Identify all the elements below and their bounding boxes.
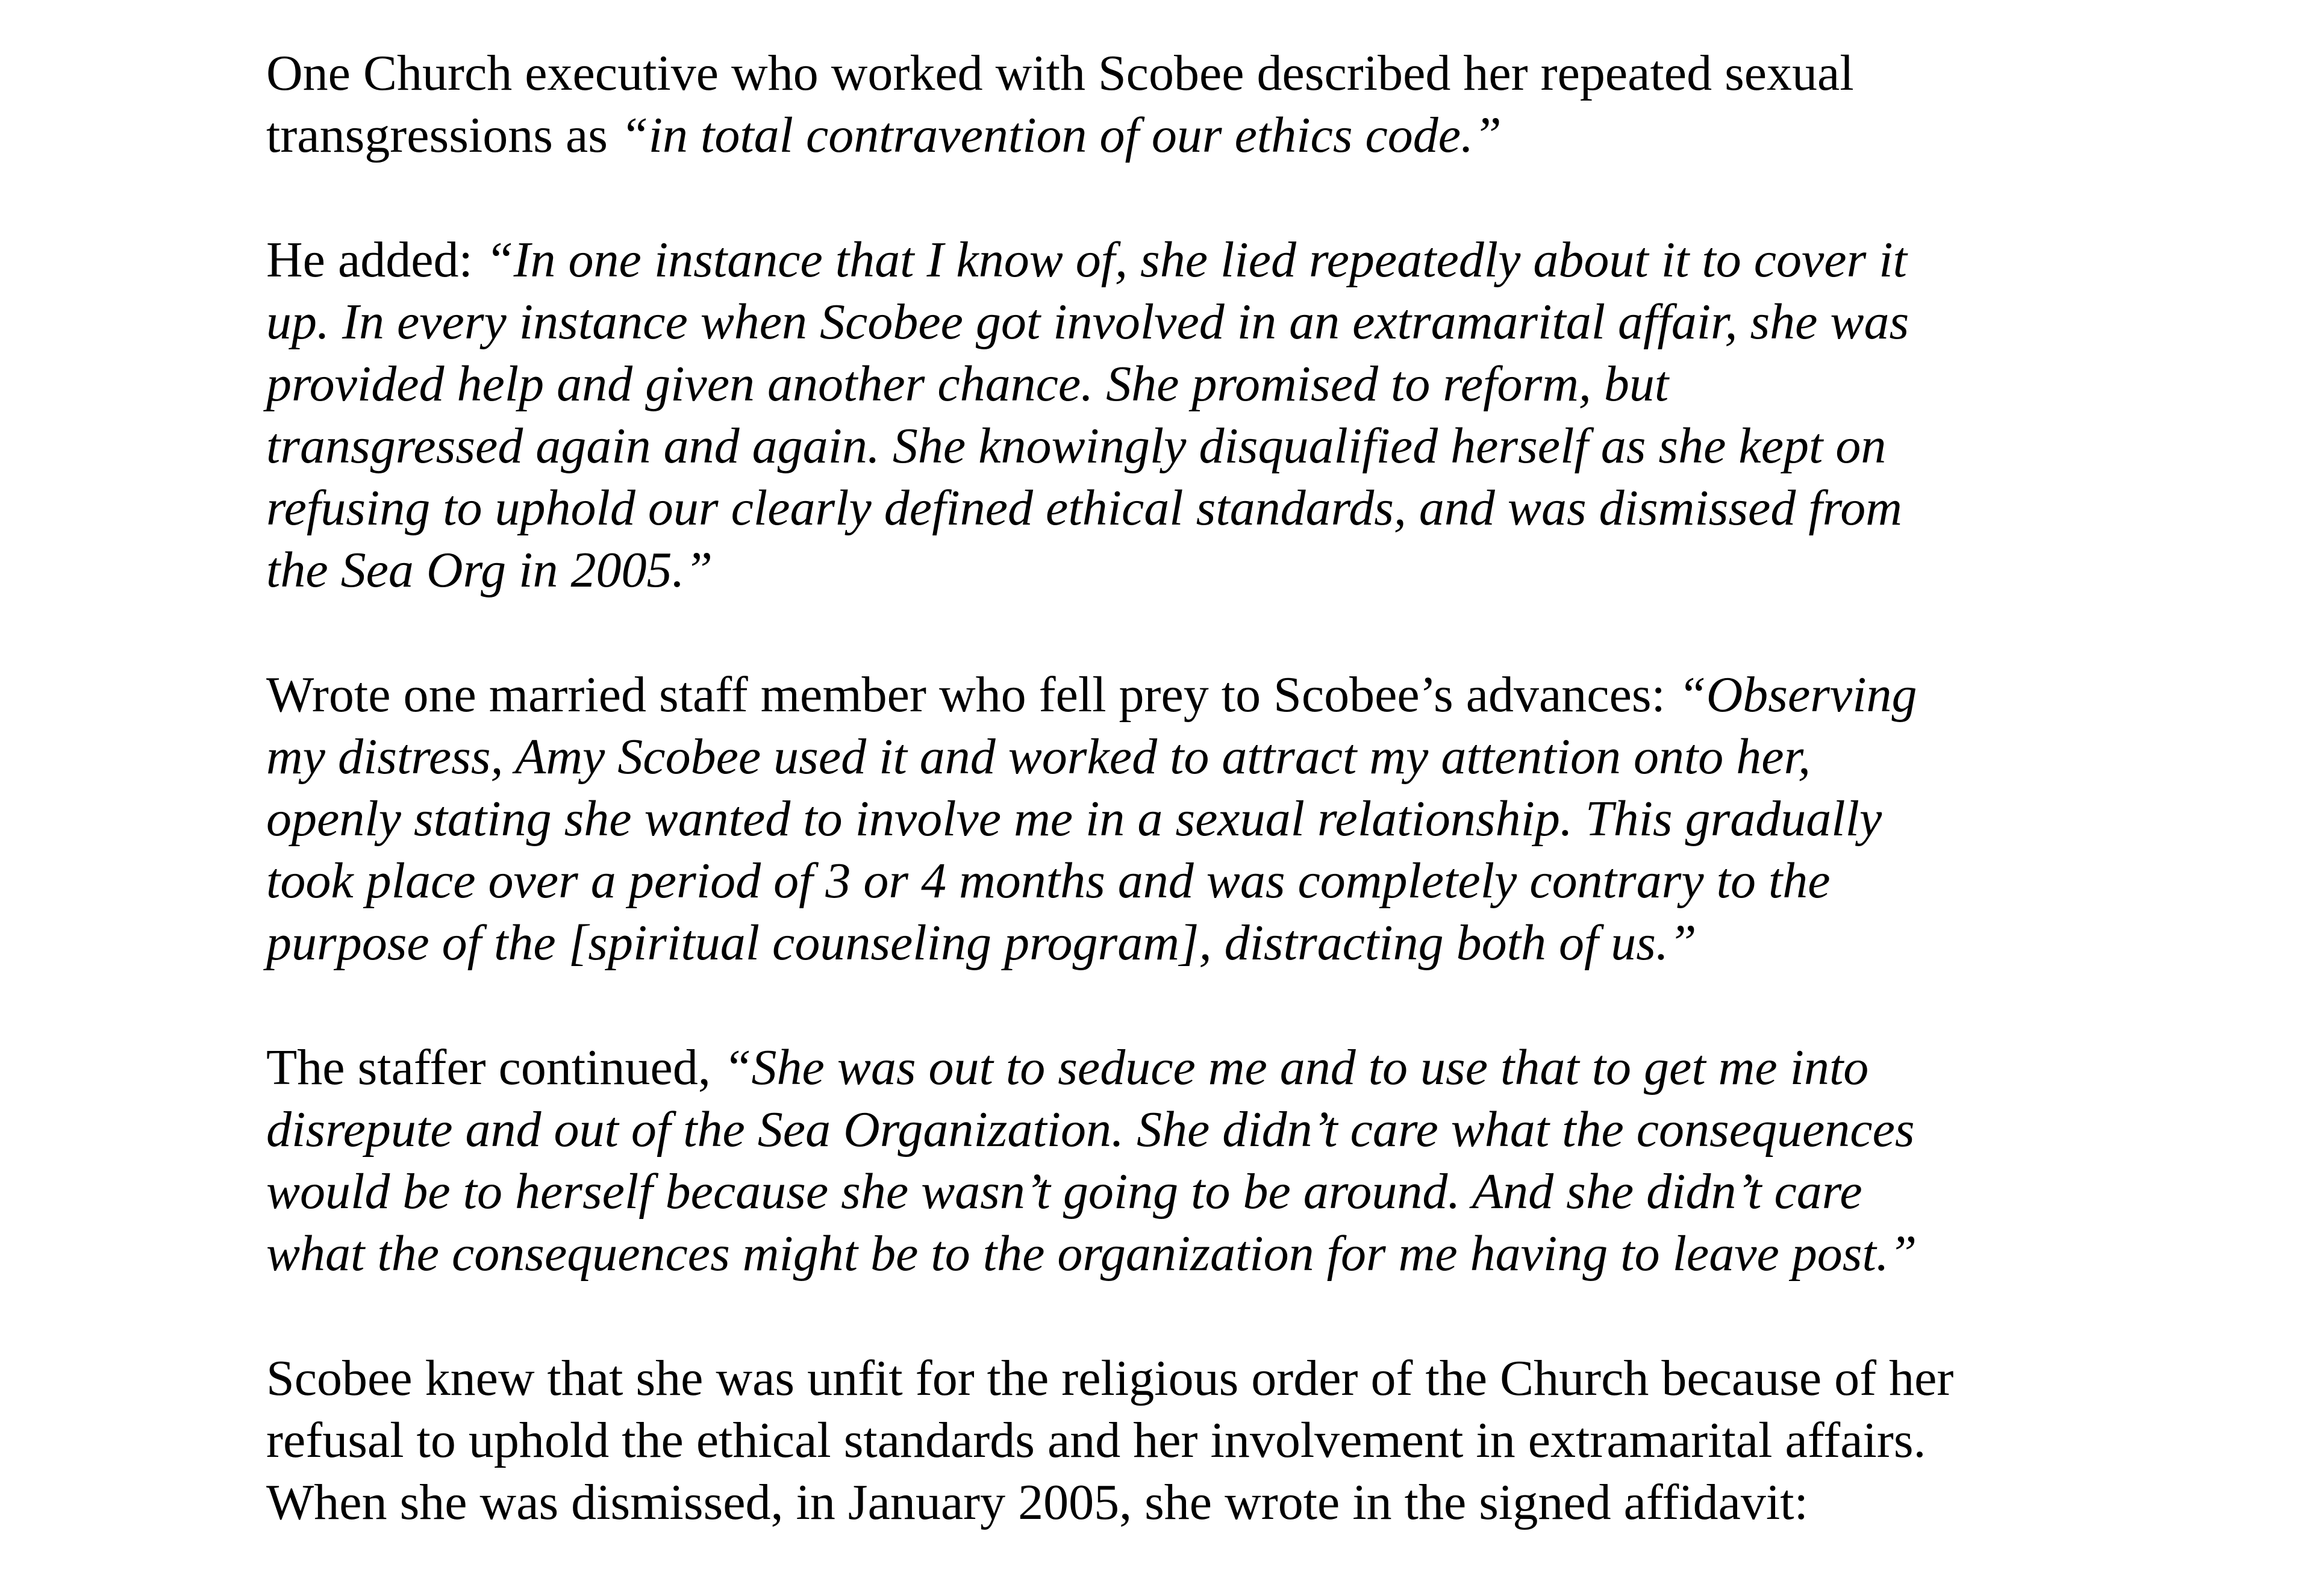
body-text: Scobee knew that she was unfit for the religious order of the Church because of her (266, 1350, 1954, 1406)
quoted-text: “She was out to seduce me and to use that to get me into (723, 1040, 1869, 1096)
quoted-text: refusing to uphold our clearly defined ethical standards, and was dismissed from (266, 480, 1902, 536)
quoted-text: up. In every instance when Scobee got involved in an extramarital affair, she was (266, 294, 1909, 350)
quoted-text: what the consequences might be to the organization for me having to leave post.” (266, 1226, 1917, 1282)
text-line (266, 1409, 2109, 1471)
quoted-text: would be to herself because she wasn’t going to be around. And she didn’t care (266, 1164, 1862, 1220)
quoted-text: openly stating she wanted to involve me in a sexual relationship. This gradually (266, 791, 1882, 847)
paragraph-p2 (266, 229, 2109, 601)
text-line (266, 726, 2109, 788)
paragraph-p3 (266, 664, 2109, 974)
body-text: transgressions as (266, 107, 620, 163)
body-text: When she was dismissed, in January 2005, she wrote in the signed affidavit: (266, 1474, 1808, 1530)
body-text: He added: (266, 232, 485, 288)
text-line (266, 291, 2109, 353)
quoted-text: “In one instance that I know of, she lied repeatedly about it to cover it (485, 232, 1907, 288)
text-line (266, 1036, 2109, 1099)
text-line (266, 912, 2109, 974)
text-line (266, 229, 2109, 291)
paragraph-p4 (266, 1036, 2109, 1285)
quoted-text: took place over a period of 3 or 4 months and was completely contrary to the (266, 853, 1831, 909)
document-body (266, 42, 2109, 1596)
paragraph-p5 (266, 1347, 2109, 1533)
body-text: One Church executive who worked with Scobee described her repeated sexual (266, 45, 1854, 101)
body-text: refusal to uphold the ethical standards and her involvement in extramarital affairs. (266, 1412, 1926, 1468)
quoted-text: “Observing (1678, 667, 1917, 723)
paragraph-p1 (266, 42, 2109, 166)
text-line (266, 353, 2109, 415)
text-line (266, 1161, 2109, 1223)
quoted-text: the Sea Org in 2005.” (266, 542, 713, 598)
body-text: The staffer continued, (266, 1040, 723, 1096)
text-line (266, 42, 2109, 104)
text-line (266, 1223, 2109, 1285)
quoted-text: disrepute and out of the Sea Organization. She didn’t care what the consequences (266, 1102, 1915, 1158)
text-line (266, 1471, 2109, 1533)
text-line (266, 415, 2109, 477)
quoted-text: provided help and given another chance. She promised to reform, but (266, 356, 1669, 412)
quoted-text: purpose of the [spiritual counseling program], distracting both of us.” (266, 915, 1697, 971)
text-line (266, 539, 2109, 601)
text-line (266, 104, 2109, 166)
text-line (266, 664, 2109, 726)
quoted-text: my distress, Amy Scobee used it and worked to attract my attention onto her, (266, 729, 1811, 785)
text-line (266, 477, 2109, 539)
quoted-text: “in total contravention of our ethics code.” (620, 107, 1502, 163)
text-line (266, 850, 2109, 912)
text-line (266, 1347, 2109, 1409)
quoted-text: transgressed again and again. She knowingly disqualified herself as she kept on (266, 418, 1887, 474)
text-line (266, 1099, 2109, 1161)
body-text: Wrote one married staff member who fell prey to Scobee’s advances: (266, 667, 1678, 723)
text-line (266, 788, 2109, 850)
